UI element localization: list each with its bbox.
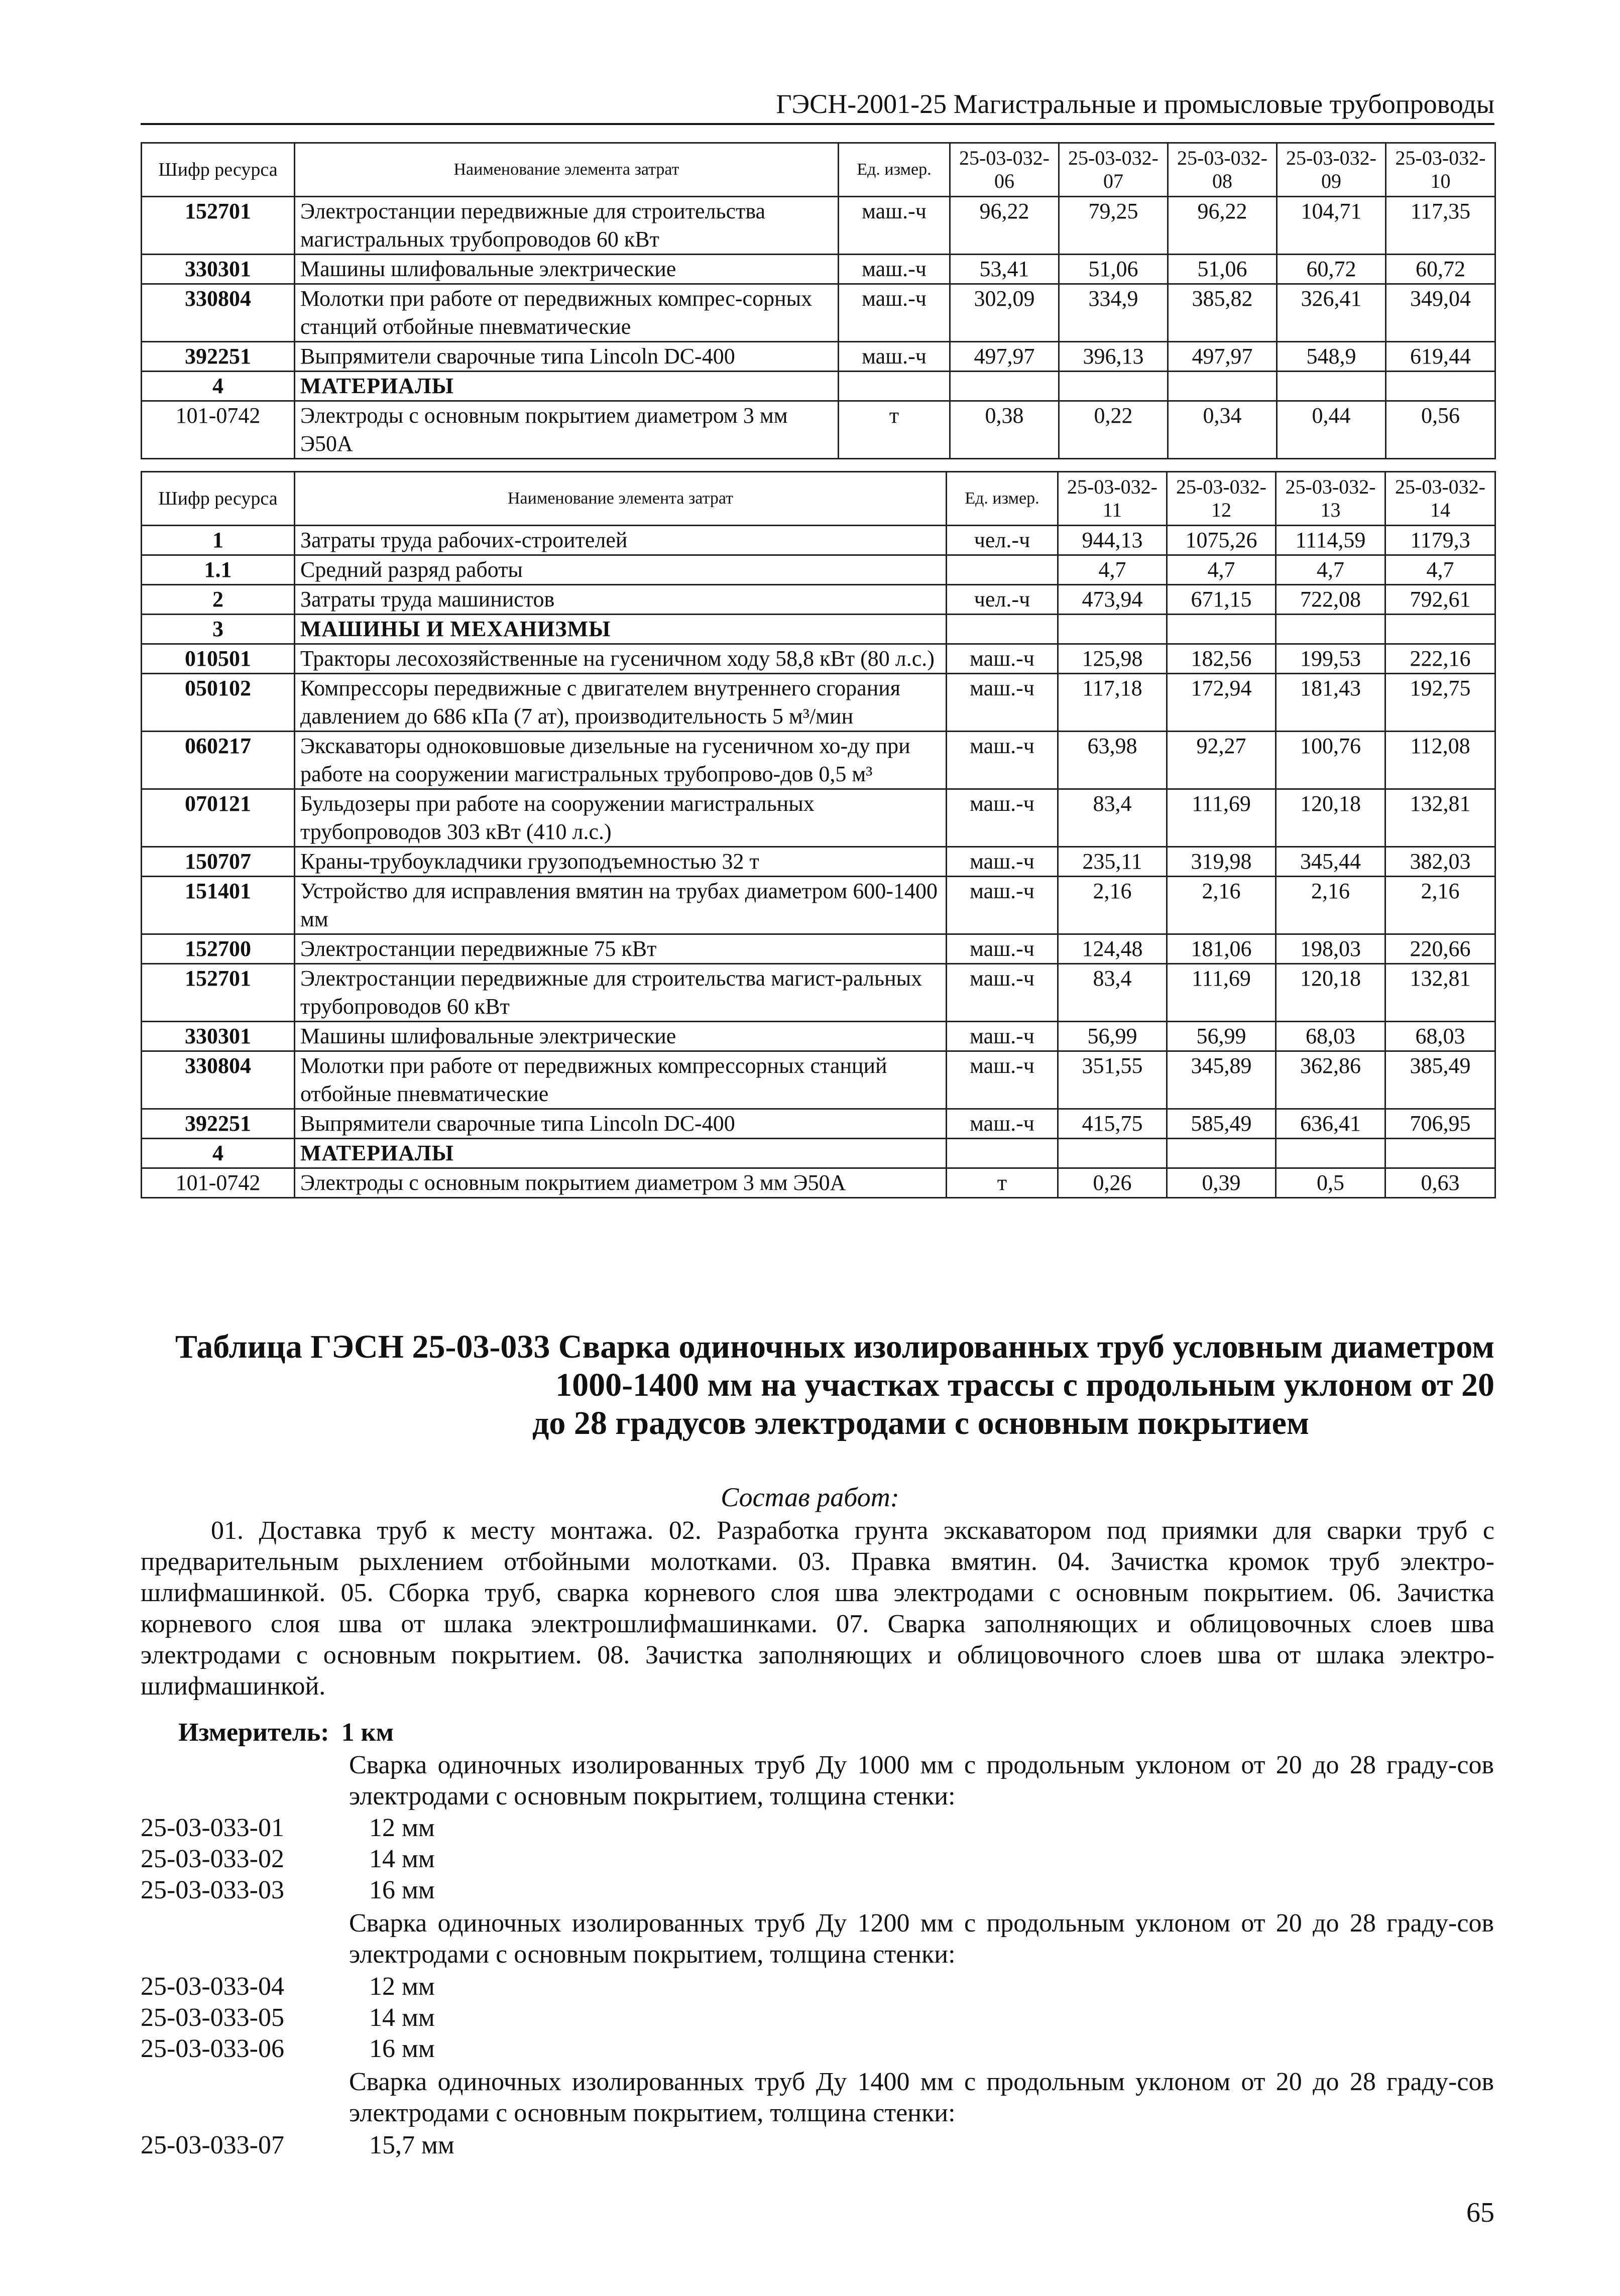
value-cell: 60,72	[1277, 255, 1386, 284]
norm-row	[141, 2033, 435, 2065]
unit-cell	[839, 372, 950, 401]
value-cell: 120,18	[1276, 964, 1385, 1022]
unit-cell: маш.-ч	[839, 255, 950, 284]
resource-name: Электростанции передвижные 75 кВт	[295, 934, 947, 964]
value-cell: 0,34	[1168, 401, 1277, 459]
value-cell	[1276, 615, 1385, 644]
resource-code: 050102	[142, 674, 295, 732]
value-cell: 222,16	[1385, 644, 1495, 674]
unit-cell: маш.-ч	[947, 789, 1058, 847]
value-cell: 2,16	[1276, 877, 1385, 934]
unit-cell: т	[839, 401, 950, 459]
resource-name: Компрессоры передвижные с двигателем внутреннего сгорания давлением до 686 кПа (7 ат), производительность 5 м³/мин	[295, 674, 947, 732]
resource-name: Электроды с основным покрытием диаметром 3 мм Э50А	[295, 1168, 947, 1198]
value-cell	[1058, 1139, 1167, 1168]
norm-row	[141, 1812, 435, 1844]
value-cell: 473,94	[1058, 585, 1167, 615]
norm-thickness: 14 мм	[369, 2003, 435, 2032]
value-cell: 132,81	[1385, 964, 1495, 1022]
value-cell: 351,55	[1058, 1051, 1167, 1109]
resource-code: 101-0742	[142, 1168, 295, 1198]
resource-table-032-06-10	[141, 142, 1496, 459]
resource-code: 152701	[142, 964, 295, 1022]
header-code: Шифр ресурса	[142, 143, 295, 197]
header-col: 25-03-032-13	[1276, 472, 1385, 526]
unit-cell: маш.-ч	[947, 1109, 1058, 1139]
value-cell: 497,97	[950, 342, 1059, 372]
meter	[178, 1717, 394, 1748]
unit-cell: маш.-ч	[839, 197, 950, 255]
value-cell: 319,98	[1167, 847, 1276, 877]
resource-name: Выпрямители сварочные типа Lincoln DC-400	[295, 342, 839, 372]
resource-code: 330804	[142, 284, 295, 342]
value-cell: 112,08	[1385, 732, 1495, 789]
value-cell: 0,5	[1276, 1168, 1385, 1198]
value-cell: 96,22	[1168, 197, 1277, 255]
value-cell: 706,95	[1385, 1109, 1495, 1139]
value-cell	[1167, 615, 1276, 644]
section-heading: МАТЕРИАЛЫ	[295, 1139, 947, 1168]
group-description: Сварка одиночных изолированных труб Ду 1000 мм с продольным уклоном от 20 до 28 граду-сов электродами с основным покрытием, толщина стенки:	[349, 1751, 1494, 1810]
table-title	[141, 1328, 1494, 1442]
unit-cell: т	[947, 1168, 1058, 1198]
value-cell	[1277, 372, 1386, 401]
works-heading: Состав работ:	[721, 1482, 899, 1512]
value-cell: 548,9	[1277, 342, 1386, 372]
value-cell: 220,66	[1385, 934, 1495, 964]
resource-code: 101-0742	[142, 401, 295, 459]
resource-name: Молотки при работе от передвижных компрес-сорных станций отбойные пневматические	[295, 284, 839, 342]
resource-row	[142, 255, 1495, 284]
value-cell: 132,81	[1385, 789, 1495, 847]
value-cell: 349,04	[1386, 284, 1495, 342]
resource-name: Электроды с основным покрытием диаметром 3 мм Э50А	[295, 401, 839, 459]
norm-row	[141, 1844, 435, 1875]
resource-row	[142, 197, 1495, 255]
resource-name: Тракторы лесохозяйственные на гусеничном ходу 58,8 кВт (80 л.с.)	[295, 644, 947, 674]
value-cell: 172,94	[1167, 674, 1276, 732]
value-cell: 117,35	[1386, 197, 1495, 255]
resource-name: Экскаваторы одноковшовые дизельные на гусеничном хо-ду при работе на сооружении магистральных трубопрово-дов 0,5 м³	[295, 732, 947, 789]
unit-cell: маш.-ч	[839, 284, 950, 342]
value-cell: 124,48	[1058, 934, 1167, 964]
unit-cell: маш.-ч	[947, 934, 1058, 964]
header-name: Наименование элемента затрат	[295, 472, 947, 526]
value-cell: 334,9	[1059, 284, 1168, 342]
unit-cell	[947, 555, 1058, 585]
resource-code: 4	[142, 1139, 295, 1168]
value-cell: 1075,26	[1167, 526, 1276, 555]
resource-name: Краны-трубоукладчики грузоподъемностью 32 т	[295, 847, 947, 877]
value-cell	[1168, 372, 1277, 401]
meter-label: Измеритель:	[178, 1718, 329, 1747]
value-cell: 182,56	[1167, 644, 1276, 674]
resource-name: Выпрямители сварочные типа Lincoln DC-400	[295, 1109, 947, 1139]
unit-cell: маш.-ч	[947, 674, 1058, 732]
unit-cell	[947, 615, 1058, 644]
value-cell: 68,03	[1385, 1022, 1495, 1051]
norm-thickness: 14 мм	[369, 1845, 435, 1873]
value-cell: 382,03	[1385, 847, 1495, 877]
resource-code: 4	[142, 372, 295, 401]
value-cell: 235,11	[1058, 847, 1167, 877]
value-cell: 51,06	[1168, 255, 1277, 284]
resource-code: 1	[142, 526, 295, 555]
value-cell: 92,27	[1167, 732, 1276, 789]
value-cell: 192,75	[1385, 674, 1495, 732]
resource-name: Машины шлифовальные электрические	[295, 255, 839, 284]
unit-cell: маш.-ч	[947, 732, 1058, 789]
header-col: 25-03-032-11	[1058, 472, 1167, 526]
group-description: Сварка одиночных изолированных труб Ду 1200 мм с продольным уклоном от 20 до 28 граду-сов электродами с основным покрытием, толщина стенки:	[349, 1909, 1494, 1969]
resource-code: 330301	[142, 1022, 295, 1051]
value-cell: 302,09	[950, 284, 1059, 342]
value-cell: 4,7	[1385, 555, 1495, 585]
norm-code: 25-03-033-03	[141, 1876, 284, 1904]
value-cell: 0,44	[1277, 401, 1386, 459]
value-cell: 585,49	[1167, 1109, 1276, 1139]
value-cell: 56,99	[1167, 1022, 1276, 1051]
unit-cell: маш.-ч	[839, 342, 950, 372]
resource-row	[142, 847, 1495, 877]
table-title-line: Таблица ГЭСН 25-03-033 Сварка одиночных изолированных труб условным диаметром	[175, 1328, 1494, 1365]
section-row	[142, 372, 1495, 401]
value-cell: 2,16	[1385, 877, 1495, 934]
value-cell: 111,69	[1167, 789, 1276, 847]
value-cell: 0,26	[1058, 1168, 1167, 1198]
header-col: 25-03-032-09	[1277, 143, 1386, 197]
resource-name: Средний разряд работы	[295, 555, 947, 585]
value-cell: 117,18	[1058, 674, 1167, 732]
norm-row	[141, 2002, 435, 2033]
resource-row	[142, 342, 1495, 372]
resource-code: 010501	[142, 644, 295, 674]
value-cell: 415,75	[1058, 1109, 1167, 1139]
value-cell: 199,53	[1276, 644, 1385, 674]
value-cell: 2,16	[1167, 877, 1276, 934]
norm-code: 25-03-033-06	[141, 2034, 284, 2063]
header-name: Наименование элемента затрат	[295, 143, 839, 197]
resource-row	[142, 585, 1495, 615]
value-cell: 0,39	[1167, 1168, 1276, 1198]
resource-row	[142, 732, 1495, 789]
value-cell: 125,98	[1058, 644, 1167, 674]
page-number: 65	[1466, 2197, 1494, 2228]
unit-cell: маш.-ч	[947, 1051, 1058, 1109]
value-cell: 636,41	[1276, 1109, 1385, 1139]
unit-cell: маш.-ч	[947, 847, 1058, 877]
resource-row	[142, 401, 1495, 459]
value-cell: 345,44	[1276, 847, 1385, 877]
resource-row	[142, 284, 1495, 342]
norm-thickness: 16 мм	[369, 1876, 435, 1904]
resource-code: 330804	[142, 1051, 295, 1109]
unit-cell: маш.-ч	[947, 964, 1058, 1022]
value-cell: 83,4	[1058, 964, 1167, 1022]
resource-row	[142, 1109, 1495, 1139]
section-heading: МАШИНЫ И МЕХАНИЗМЫ	[295, 615, 947, 644]
resource-code: 3	[142, 615, 295, 644]
value-cell: 792,61	[1385, 585, 1495, 615]
resource-code: 150707	[142, 847, 295, 877]
norm-row	[141, 1875, 435, 1906]
unit-cell: маш.-ч	[947, 877, 1058, 934]
resource-name: Затраты труда машинистов	[295, 585, 947, 615]
section-row	[142, 615, 1495, 644]
header-col: 25-03-032-08	[1168, 143, 1277, 197]
header-col: 25-03-032-10	[1386, 143, 1495, 197]
norm-thickness: 12 мм	[369, 1814, 435, 1842]
norm-code: 25-03-033-04	[141, 1972, 284, 2001]
value-cell	[1167, 1139, 1276, 1168]
header-col: 25-03-032-07	[1059, 143, 1168, 197]
resource-code: 2	[142, 585, 295, 615]
table-title-line: до 28 градусов электродами с основным покрытием	[532, 1405, 1309, 1441]
value-cell: 51,06	[1059, 255, 1168, 284]
resource-code: 330301	[142, 255, 295, 284]
value-cell: 385,82	[1168, 284, 1277, 342]
value-cell: 100,76	[1276, 732, 1385, 789]
norm-code: 25-03-033-01	[141, 1814, 284, 1842]
value-cell: 63,98	[1058, 732, 1167, 789]
value-cell: 83,4	[1058, 789, 1167, 847]
resource-row	[142, 934, 1495, 964]
unit-cell: чел.-ч	[947, 585, 1058, 615]
resource-row	[142, 526, 1495, 555]
resource-name: Устройство для исправления вмятин на трубах диаметром 600-1400 мм	[295, 877, 947, 934]
resource-code: 392251	[142, 1109, 295, 1139]
value-cell: 497,97	[1168, 342, 1277, 372]
unit-cell: чел.-ч	[947, 526, 1058, 555]
resource-code: 070121	[142, 789, 295, 847]
value-cell	[1059, 372, 1168, 401]
value-cell: 4,7	[1276, 555, 1385, 585]
resource-row	[142, 877, 1495, 934]
value-cell: 2,16	[1058, 877, 1167, 934]
value-cell: 619,44	[1386, 342, 1495, 372]
value-cell: 0,56	[1386, 401, 1495, 459]
resource-code: 152700	[142, 934, 295, 964]
resource-name: Молотки при работе от передвижных компрессорных станций отбойные пневматические	[295, 1051, 947, 1109]
header-code: Шифр ресурса	[142, 472, 295, 526]
value-cell: 111,69	[1167, 964, 1276, 1022]
value-cell: 1114,59	[1276, 526, 1385, 555]
value-cell: 0,22	[1059, 401, 1168, 459]
value-cell: 96,22	[950, 197, 1059, 255]
value-cell: 944,13	[1058, 526, 1167, 555]
norm-row	[141, 1971, 435, 2002]
value-cell: 181,06	[1167, 934, 1276, 964]
resource-row	[142, 555, 1495, 585]
value-cell	[950, 372, 1059, 401]
norm-code: 25-03-033-07	[141, 2131, 284, 2159]
value-cell: 4,7	[1058, 555, 1167, 585]
value-cell: 198,03	[1276, 934, 1385, 964]
resource-name: Электростанции передвижные для строительства магист-ральных трубопроводов 60 кВт	[295, 964, 947, 1022]
value-cell: 722,08	[1276, 585, 1385, 615]
value-cell: 68,03	[1276, 1022, 1385, 1051]
norm-code: 25-03-033-05	[141, 2003, 284, 2032]
group-description: Сварка одиночных изолированных труб Ду 1400 мм с продольным уклоном от 20 до 28 граду-сов электродами с основным покрытием, толщина стенки:	[349, 2068, 1494, 2127]
value-cell	[1385, 1139, 1495, 1168]
unit-cell: маш.-ч	[947, 644, 1058, 674]
value-cell: 120,18	[1276, 789, 1385, 847]
works-description: 01. Доставка труб к месту монтажа. 02. Разработка грунта экскаватором под приямки для сварки труб с предварительным рыхлением отбойными молотками. 03. Правка вмятин. 04. Зачистка кромок труб электро-шлифмашинкой. 05. Сборка труб, сварка корневого слоя шва электродами с основным покрытием. 06. Зачистка корневого слоя шва от шлака электрошлифмашинками. 07. Сварка заполняющих и облицовочных слоев шва электродами с основным покрытием. 08. Зачистка заполняющих и облицовочного слоев шва от шлака электро-шлифмашинкой.	[141, 1516, 1494, 1701]
value-cell	[1058, 615, 1167, 644]
header-col: 25-03-032-14	[1385, 472, 1495, 526]
resource-row	[142, 789, 1495, 847]
resource-code: 1.1	[142, 555, 295, 585]
value-cell: 79,25	[1059, 197, 1168, 255]
header-col: 25-03-032-12	[1167, 472, 1276, 526]
resource-row	[142, 1022, 1495, 1051]
value-cell: 60,72	[1386, 255, 1495, 284]
value-cell: 362,86	[1276, 1051, 1385, 1109]
resource-code: 060217	[142, 732, 295, 789]
value-cell: 53,41	[950, 255, 1059, 284]
value-cell	[1385, 615, 1495, 644]
section-heading: МАТЕРИАЛЫ	[295, 372, 839, 401]
resource-row	[142, 674, 1495, 732]
value-cell: 181,43	[1276, 674, 1385, 732]
value-cell: 671,15	[1167, 585, 1276, 615]
running-header	[141, 88, 1494, 125]
value-cell: 326,41	[1277, 284, 1386, 342]
value-cell	[1276, 1139, 1385, 1168]
value-cell: 1179,3	[1385, 526, 1495, 555]
value-cell: 396,13	[1059, 342, 1168, 372]
value-cell: 345,89	[1167, 1051, 1276, 1109]
table-title-line: 1000-1400 мм на участках трассы с продольным уклоном от 20	[555, 1367, 1494, 1403]
value-cell: 0,63	[1385, 1168, 1495, 1198]
running-title: ГЭСН-2001-25 Магистральные и промысловые трубопроводы	[776, 89, 1494, 119]
resource-code: 151401	[142, 877, 295, 934]
meter-value: 1 км	[341, 1718, 394, 1747]
resource-name: Машины шлифовальные электрические	[295, 1022, 947, 1051]
value-cell: 4,7	[1167, 555, 1276, 585]
norm-row	[141, 2130, 454, 2161]
header-unit: Ед. измер.	[947, 472, 1058, 526]
resource-row	[142, 1051, 1495, 1109]
resource-name: Бульдозеры при работе на сооружении магистральных трубопроводов 303 кВт (410 л.с.)	[295, 789, 947, 847]
unit-cell	[947, 1139, 1058, 1168]
resource-name: Затраты труда рабочих-строителей	[295, 526, 947, 555]
value-cell: 385,49	[1385, 1051, 1495, 1109]
value-cell	[1386, 372, 1495, 401]
header-unit: Ед. измер.	[839, 143, 950, 197]
value-cell: 56,99	[1058, 1022, 1167, 1051]
resource-code: 152701	[142, 197, 295, 255]
resource-table-032-11-14	[141, 471, 1496, 1198]
norm-thickness: 16 мм	[369, 2034, 435, 2063]
norm-code: 25-03-033-02	[141, 1845, 284, 1873]
resource-code: 392251	[142, 342, 295, 372]
resource-row	[142, 1168, 1495, 1198]
header-col: 25-03-032-06	[950, 143, 1059, 197]
norm-thickness: 12 мм	[369, 1972, 435, 2001]
resource-name: Электростанции передвижные для строительства магистральных трубопроводов 60 кВт	[295, 197, 839, 255]
unit-cell: маш.-ч	[947, 1022, 1058, 1051]
value-cell: 104,71	[1277, 197, 1386, 255]
resource-row	[142, 964, 1495, 1022]
section-row	[142, 1139, 1495, 1168]
norm-thickness: 15,7 мм	[369, 2131, 454, 2159]
resource-row	[142, 644, 1495, 674]
value-cell: 0,38	[950, 401, 1059, 459]
